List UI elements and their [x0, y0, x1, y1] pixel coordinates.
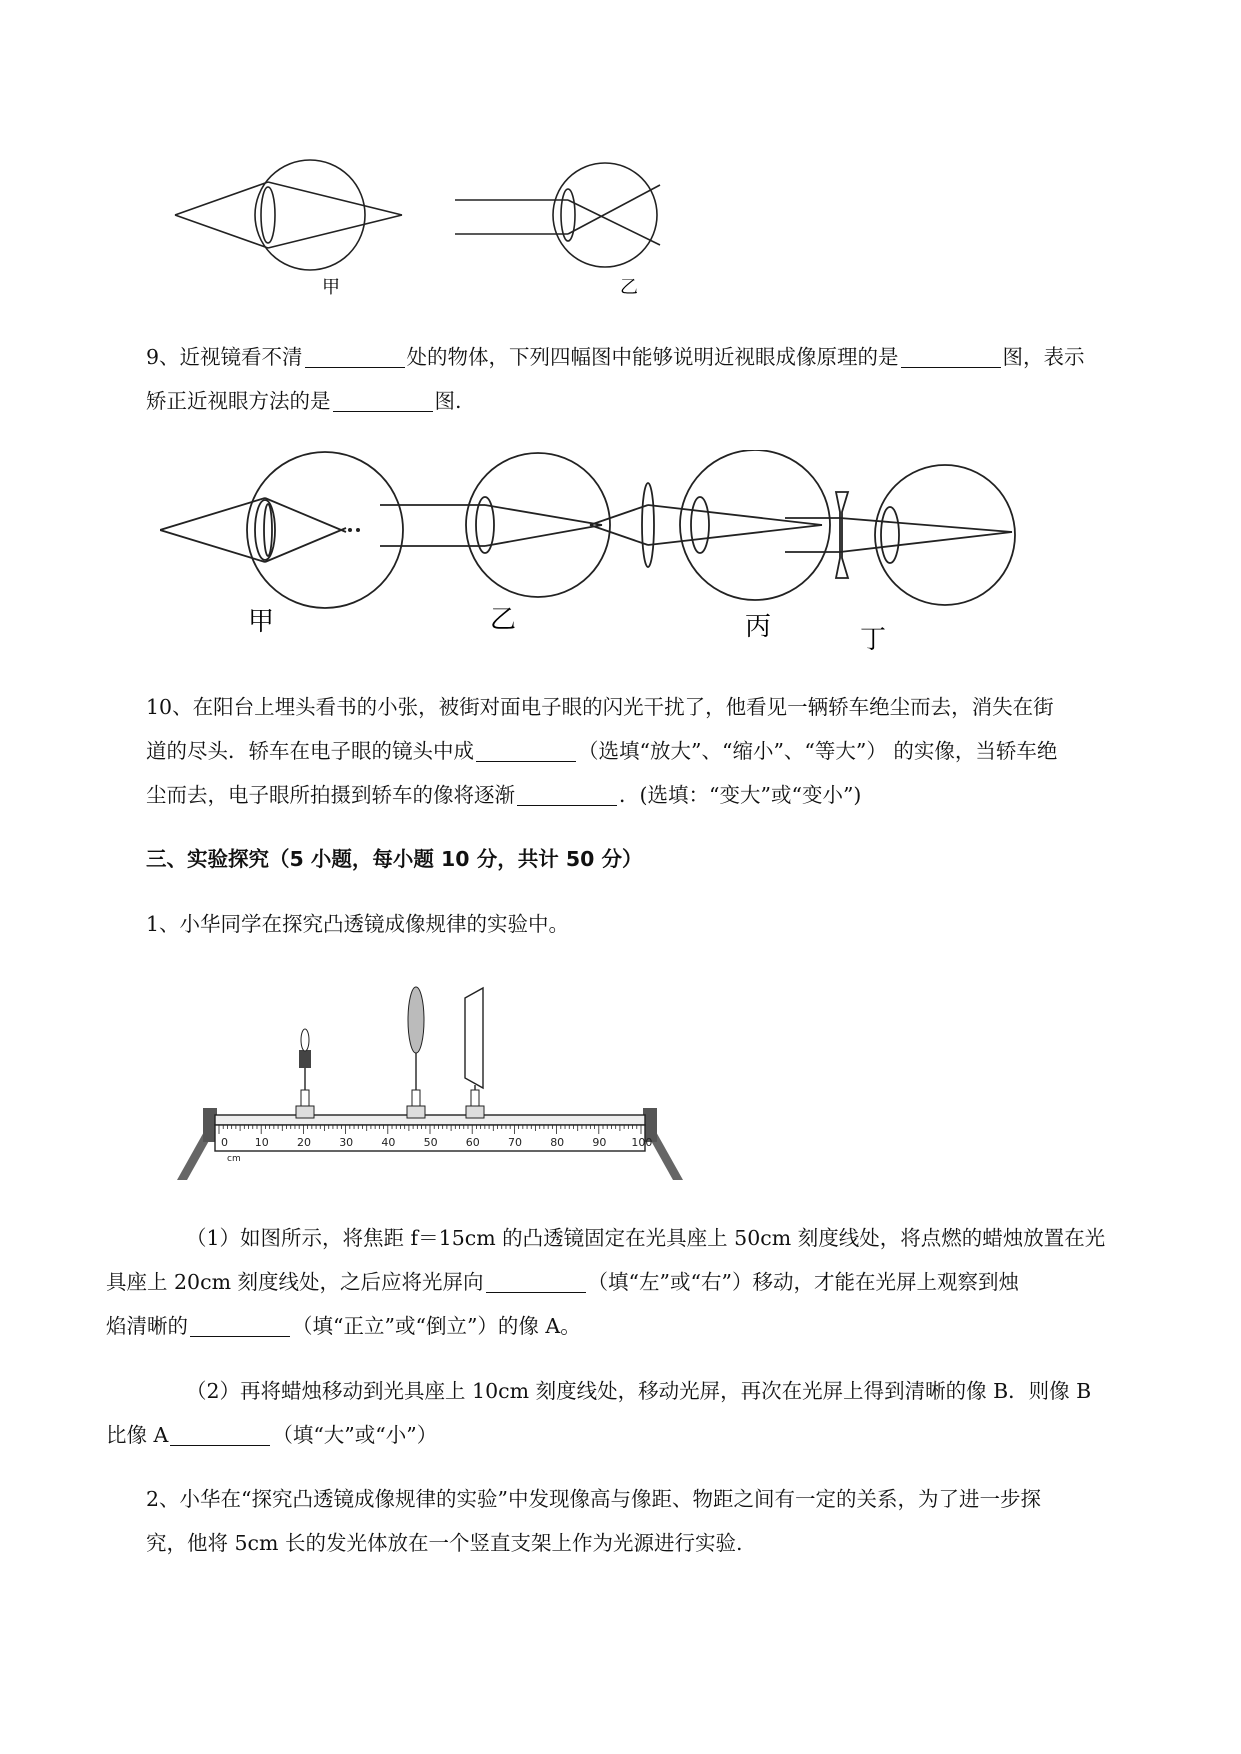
q9-blank-2[interactable]	[901, 347, 1001, 369]
q10-line2b: （选填“放大”、“缩小”、“等大”） 的实像，当轿车绝	[578, 739, 1058, 763]
q10-blank-1[interactable]	[476, 741, 576, 763]
q10-line3a: 尘而去，电子眼所拍摄到轿车的像将逐渐	[146, 783, 515, 807]
e1-blank-2[interactable]	[190, 1316, 290, 1338]
e1-blank-1[interactable]	[486, 1272, 586, 1294]
bench-tick-label: 60	[465, 1136, 480, 1149]
experiment-1-part-1	[106, 1216, 1152, 1348]
bench-tick-label: 90	[592, 1136, 607, 1149]
bench-tick-label: 30	[339, 1136, 354, 1149]
q9-blank-1[interactable]	[305, 347, 405, 369]
fig-q9-label-1: 乙	[490, 605, 517, 635]
e1-p2-line1: （2）再将蜡烛移动到光具座上 10cm 刻度线处，移动光屏，再次在光屏上得到清晰的像 B．则像 B	[186, 1379, 1092, 1403]
e1-p1-line2b: （填“左”或“右”）移动，才能在光屏上观察到烛	[587, 1270, 1019, 1294]
bench-tick-label: 10	[254, 1136, 269, 1149]
q9-blank-3[interactable]	[333, 391, 433, 413]
bench-tick-label: 0	[221, 1136, 228, 1149]
fig-q9-label-2: 丙	[745, 612, 772, 642]
optical-bench-figure	[175, 980, 695, 1185]
experiment-2	[146, 1477, 1152, 1565]
bench-tick-label: 40	[381, 1136, 396, 1149]
e1-p2-line2b: （填“大”或“小”）	[272, 1423, 438, 1447]
fig-top-label-1: 乙	[620, 277, 638, 298]
bench-tick-label: 80	[550, 1136, 565, 1149]
e2-line1: 2、小华在“探究凸透镜成像规律的实验”中发现像高与像距、物距之间有一定的关系，为了进一步探	[146, 1487, 1042, 1511]
e1-p1-line3a: 焰清晰的	[106, 1314, 188, 1338]
question-9	[146, 335, 1152, 423]
e1-blank-3[interactable]	[170, 1425, 270, 1447]
e1-p1-line3b: （填“正立”或“倒立”）的像 A。	[292, 1314, 581, 1338]
fig-q9-label-3: 丁	[860, 625, 887, 655]
e1-p2-line2a: 比像 A	[106, 1423, 169, 1447]
experiment-1-part-2	[106, 1369, 1152, 1457]
q10-line1: 10、在阳台上埋头看书的小张，被街对面电子眼的闪光干扰了，他看见一辆轿车绝尘而去，消失在街	[146, 695, 1054, 719]
eye-diagrams-q9	[160, 450, 1080, 670]
q10-blank-2[interactable]	[517, 785, 617, 807]
candle	[296, 1029, 314, 1118]
eye-diagrams-top	[150, 150, 690, 310]
convex-lens	[407, 987, 425, 1118]
q9-text2: 处的物体，下列四幅图中能够说明近视眼成像原理的是	[406, 345, 899, 369]
fig-q9-label-0: 甲	[248, 607, 275, 637]
q9-text1: 9、近视镜看不清	[146, 345, 303, 369]
q10-line2a: 道的尽头．轿车在电子眼的镜头中成	[146, 739, 474, 763]
bench-tick-label: 70	[508, 1136, 522, 1149]
e1-p1-line2a: 具座上 20cm 刻度线处，之后应将光屏向	[106, 1270, 484, 1294]
bench-unit: cm	[227, 1154, 241, 1164]
q10-line3b: ．(选填：“变大”或“变小”)	[619, 783, 862, 807]
experiment-1-intro: 1、小华同学在探究凸透镜成像规律的实验中。	[146, 912, 570, 936]
q9-text3: 图，表示	[1002, 345, 1085, 369]
light-screen	[465, 988, 484, 1118]
q9-text5: 图.	[434, 389, 462, 413]
e2-line2: 究，他将 5cm 长的发光体放在一个竖直支架上作为光源进行实验.	[146, 1531, 743, 1555]
section-3-title: 三、实验探究（5 小题，每小题 10 分，共计 50 分）	[146, 847, 643, 871]
bench-tick-label: 50	[423, 1136, 438, 1149]
bench-tick-label: 100	[631, 1136, 653, 1149]
question-10	[146, 685, 1152, 817]
e1-p1-line1: （1）如图所示，将焦距 f＝15cm 的凸透镜固定在光具座上 50cm 刻度线处，将点燃的蜡烛放置在光	[186, 1226, 1106, 1250]
fig-top-label-0: 甲	[322, 277, 340, 298]
q9-text4: 矫正近视眼方法的是	[146, 389, 331, 413]
bench-tick-label: 20	[297, 1136, 311, 1149]
